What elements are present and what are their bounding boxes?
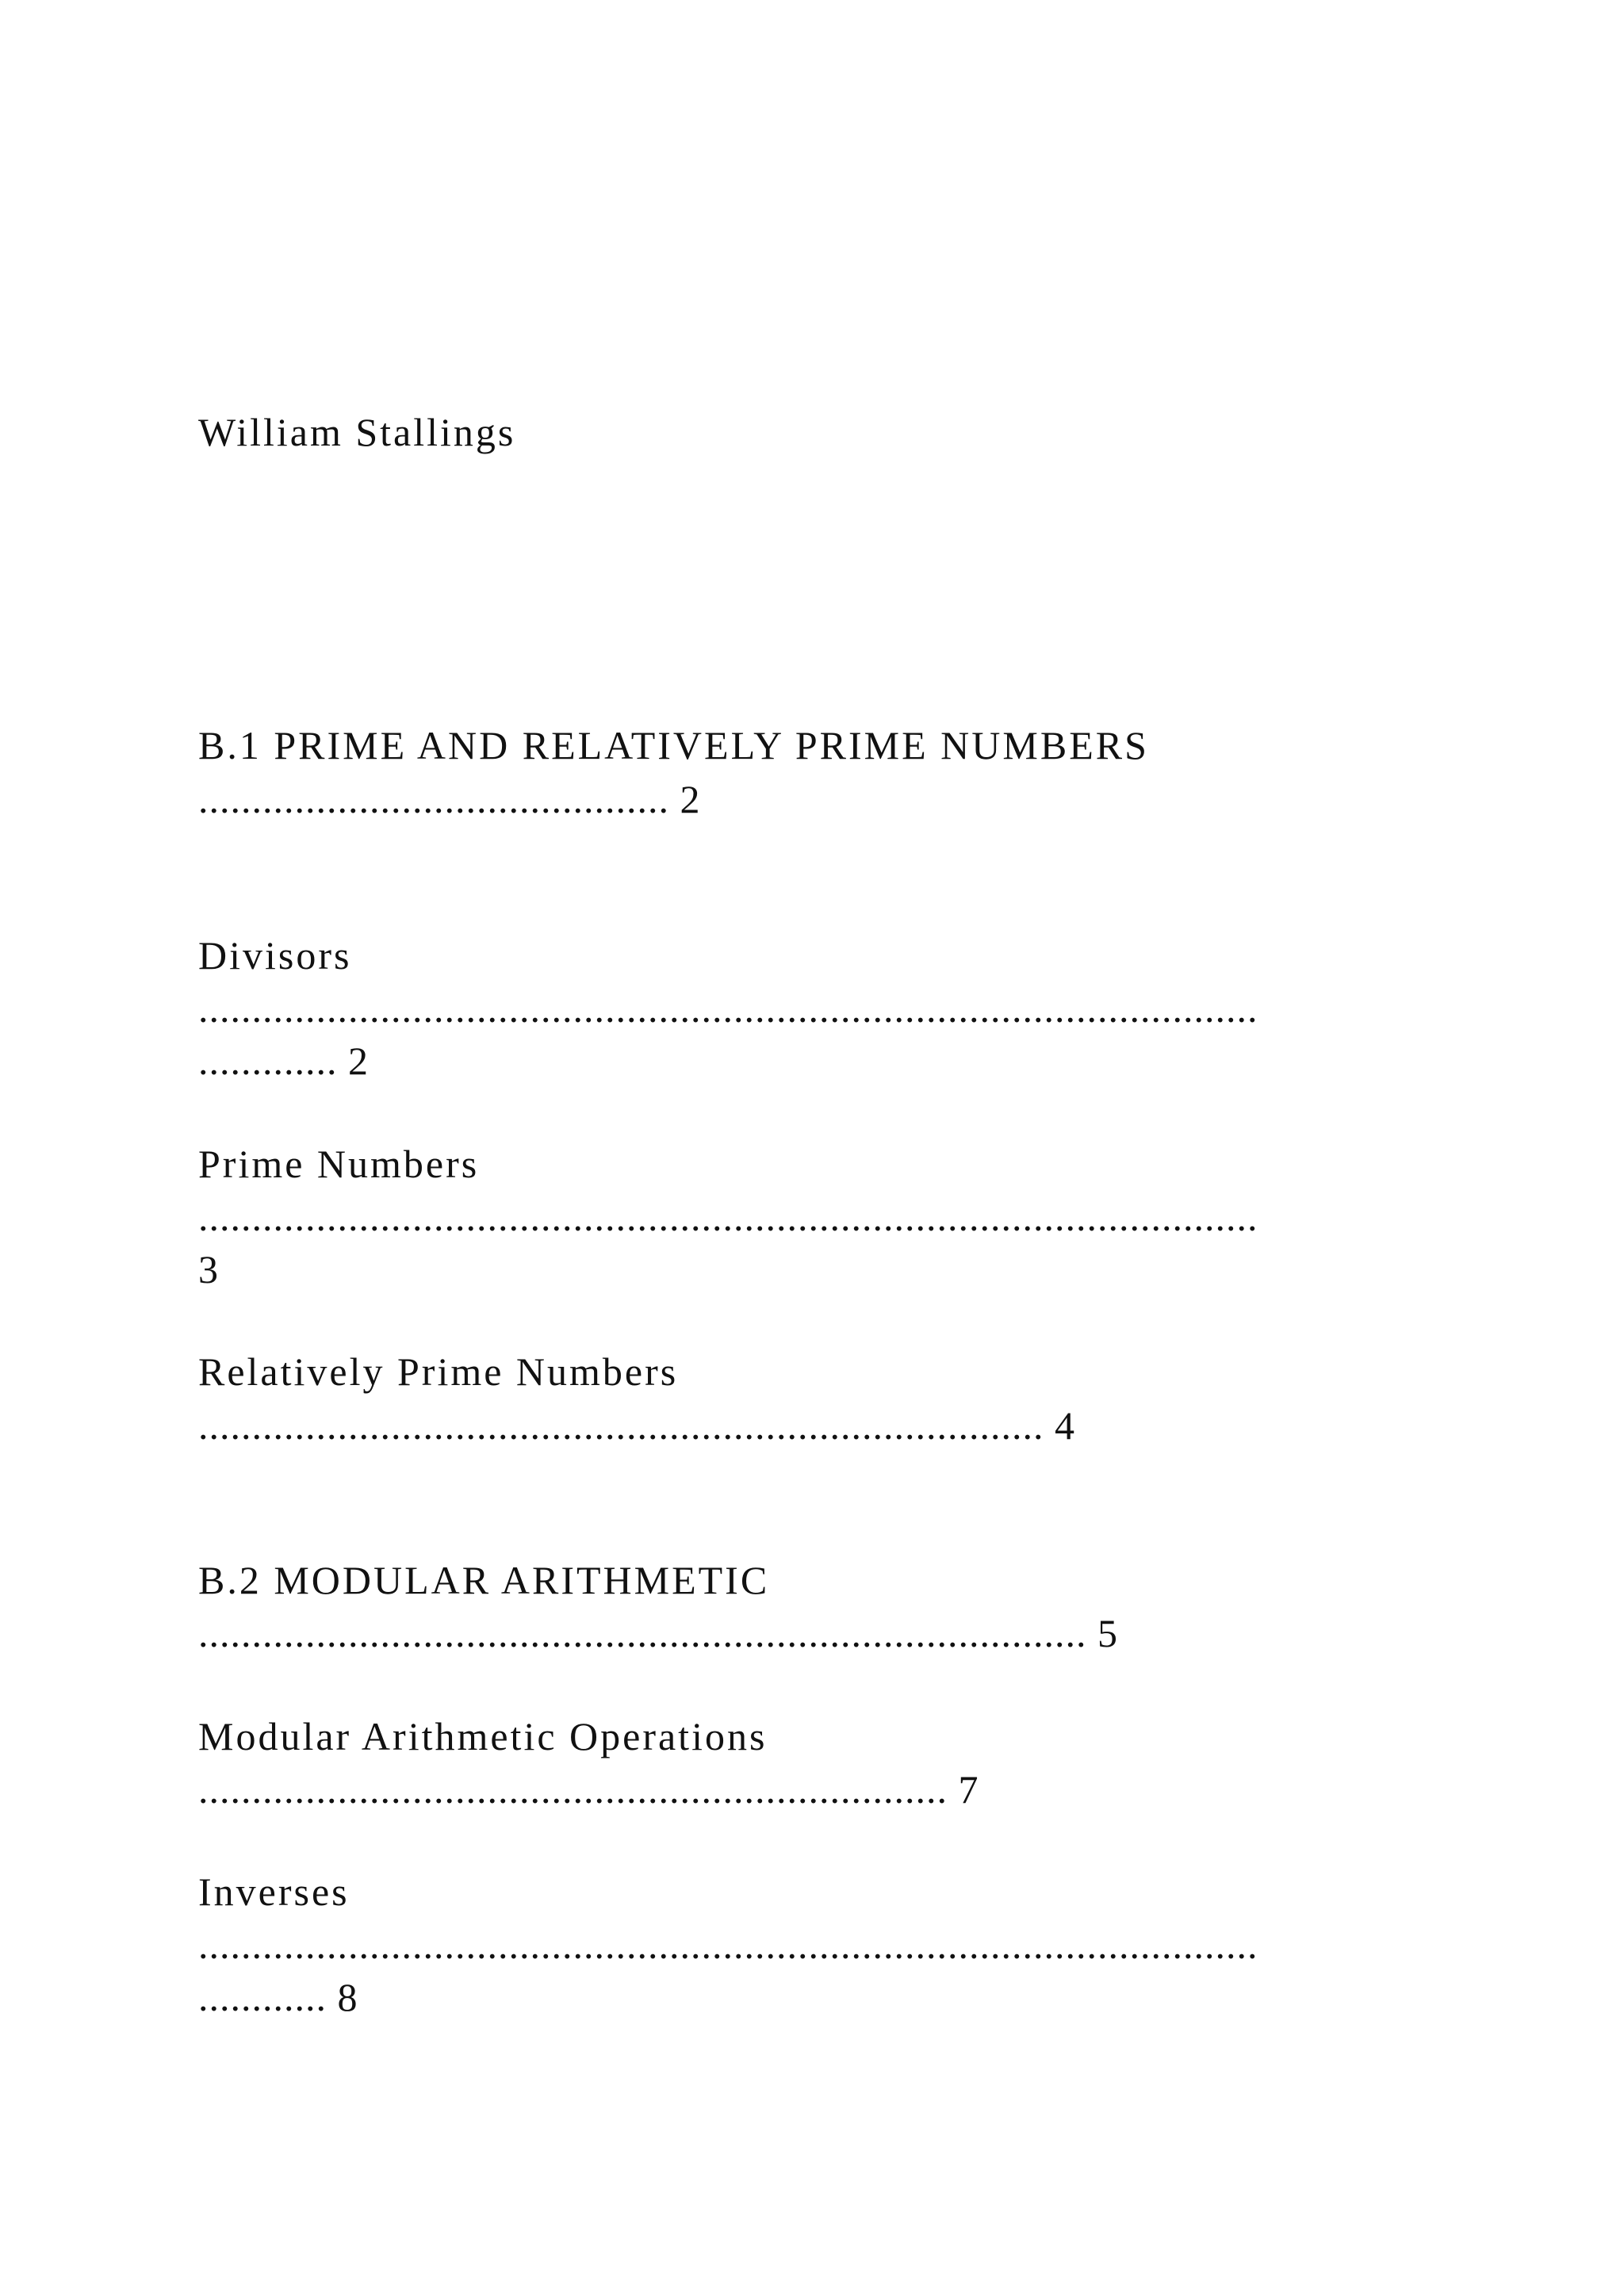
toc-b2-leader: ................................................................................... 5 <box>198 1611 1118 1655</box>
toc-prime-numbers-title: Prime Numbers <box>198 1142 480 1186</box>
toc-inverses-leader-2: ............ 8 <box>198 1975 358 2019</box>
toc-divisors-leader-2: ............. 2 <box>198 1039 369 1083</box>
toc-divisors-leader-1: ................................................................................................... <box>198 986 1258 1031</box>
toc-divisors-title: Divisors <box>198 933 352 978</box>
toc-b2-title: B.2 MODULAR ARITHMETIC <box>198 1558 770 1602</box>
toc-inverses-title: Inverses <box>198 1869 350 1914</box>
toc-modular-ops-title: Modular Arithmetic Operations <box>198 1714 768 1758</box>
toc-b1-leader: ............................................ 2 <box>198 777 701 821</box>
toc-prime-numbers-leader-1: ................................................................................................... <box>198 1195 1258 1239</box>
toc-prime-numbers-page: 3 <box>198 1247 219 1292</box>
author-name: William Stallings <box>198 410 516 454</box>
toc-inverses-leader-1: ................................................................................................... <box>198 1923 1258 1967</box>
toc-b1-title: B.1 PRIME AND RELATIVELY PRIME NUMBERS <box>198 723 1149 767</box>
toc-modular-ops-leader: ...................................................................... 7 <box>198 1767 979 1812</box>
toc-relatively-prime-title: Relatively Prime Numbers <box>198 1349 679 1394</box>
toc-relatively-prime-leader: ............................................................................... 4 <box>198 1403 1075 1448</box>
